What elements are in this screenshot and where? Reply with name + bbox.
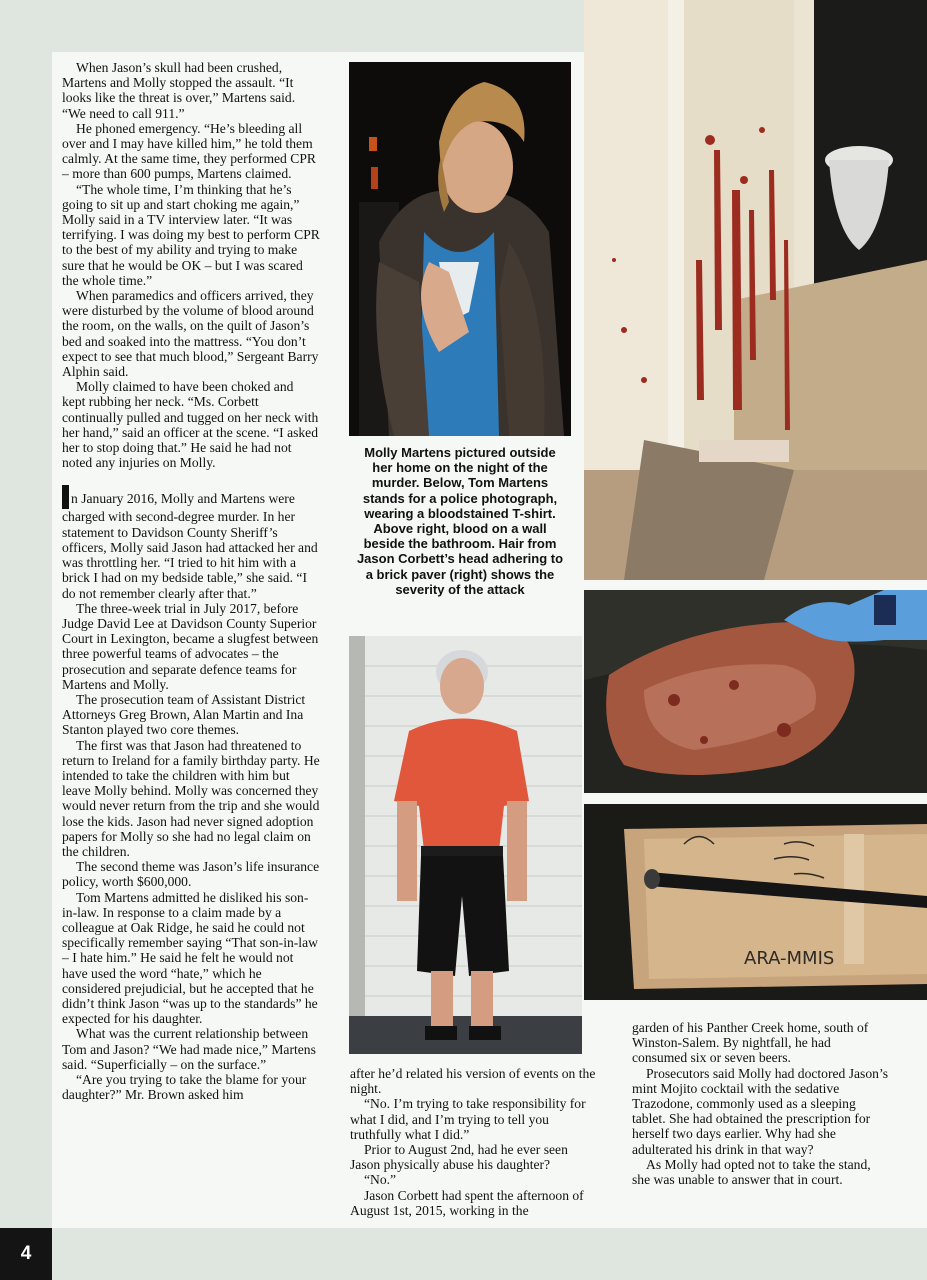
section-break [62, 470, 320, 485]
page-number: 4 [0, 1228, 52, 1280]
paragraph: The second theme was Jason’s life insurance policy, worth $600,000. [62, 859, 320, 890]
paragraph: “The whole time, I’m thinking that he’s going to sit up and start choking me again,” Molly said in a TV interview later. “It was terrifying. I was doing my best to perform CPR to the best of my ability and trying to make sure that he would be OK – but I was scared the whole time.” [62, 181, 320, 288]
paragraph: after he’d related his version of events on the night. [350, 1066, 596, 1097]
article-column-2 [350, 1066, 600, 1218]
photo-evidence-bat [584, 804, 927, 1000]
article-column-3 [632, 1020, 888, 1187]
paragraph: Tom Martens admitted he disliked his son-in-law. In response to a claim made by a colleague at Oak Ridge, he said he could not specifically remember saying “That son-in-law – I hate him.” He said he felt he would not have used the word “hate,” which he considered prejudicial, but he accepted that he didn’t think Jason “was up to the standards” he expected for his daughter. [62, 889, 318, 1027]
photo-tom-martens [349, 636, 582, 1054]
paragraph: Molly claimed to have been choked and kept rubbing her neck. “Ms. Corbett continually pulled and tugged on her neck with her hand,” said an officer at the scene. “I asked her to stop doing that.” He said he had not noted any injuries on Molly. [62, 379, 319, 471]
paragraph: When paramedics and officers arrived, they were disturbed by the volume of blood around the room, on the walls, on the quilt of Jason’s bed and soaked into the mattress. “You don’t expect to see that much blood,” Sergeant Barry Alphin said. [62, 288, 319, 380]
photo-brick-paver [584, 590, 927, 793]
paragraph-text: n January 2016, Molly and Martens were charged with second-degree murder. In her statement to Davidson County Sheriff’s officers, Molly said Jason had attacked her and was throttling her. “I tried to hit him with a brick I had on my bedside table,” she said. “I do not remember clearly after that.” [62, 491, 318, 601]
article-column-1 [62, 60, 320, 1102]
paragraph: Prosecutors said Molly had doctored Jason’s mint Mojito cocktail with the sedative Trazodone, commonly used as a sleeping tablet. She had obtained the prescription for herself two days earlier. Why had she adulterated his drink in that way? [632, 1065, 889, 1157]
photo-caption: Molly Martens pictured outside her home on the night of the murder. Below, Tom Martens stands for a police photograph, wearing a bloodstained T-shirt. Above right, blood on a wall beside the bathroom. Hair from Jason Corbett’s head adhering to a brick paver (right) shows the severity of the attack [356, 445, 564, 597]
bottom-margin-band [52, 1228, 927, 1280]
photo-bloodied-wall [584, 0, 927, 580]
photo-molly-martens [349, 62, 571, 436]
paragraph: The prosecution team of Assistant District Attorneys Greg Brown, Alan Martin and Ina Stanton played two core themes. [62, 691, 306, 738]
evidence-label: ARA-MMIS [744, 948, 835, 969]
paragraph: “No. I’m trying to take responsibility for what I did, and I’m trying to tell you truthfully what I did.” [350, 1096, 586, 1142]
drop-cap-bar [62, 485, 69, 509]
paragraph: What was the current relationship between Tom and Jason? “We had made nice,” Martens said. “Superficially – on the surface.” [62, 1026, 316, 1072]
paragraph: He phoned emergency. “He’s bleeding all over and I may have killed him,” he told them calmly. At the same time, they performed CPR – more than 600 pumps, Martens claimed. [62, 120, 316, 182]
paragraph: Prior to August 2nd, had he ever seen Jason physically abuse his daughter? [350, 1142, 568, 1173]
paragraph: The three-week trial in July 2017, before Judge David Lee at Davidson County Superior Court in Lexington, became a slugfest between three powerful teams of advocates – the prosecution and separate defence teams for Martens and Molly. [62, 600, 319, 692]
paragraph: “No.” [364, 1172, 397, 1188]
drop-cap-paragraph [62, 485, 320, 600]
paragraph: The first was that Jason had threatened to return to Ireland for a family birthday party. He intended to take the children with him but leave Molly behind. Molly was concerned they would never return from the trip and she would lose the kids. Jason had never signed adoption papers for Molly so she had no legal claim on the children. [62, 737, 320, 859]
paragraph: Jason Corbett had spent the afternoon of August 1st, 2015, working in the [350, 1187, 584, 1218]
paragraph: garden of his Panther Creek home, south of Winston-Salem. By nightfall, he had consumed six or seven beers. [632, 1020, 869, 1066]
paragraph: As Molly had opted not to take the stand, she was unable to answer that in court. [632, 1156, 871, 1188]
paragraph: When Jason’s skull had been crushed, Martens and Molly stopped the assault. “It looks like the threat is over,” Martens said. “We need to call 911.” [62, 60, 296, 121]
paragraph: “Are you trying to take the blame for your daughter?” Mr. Brown asked him [62, 1072, 307, 1103]
